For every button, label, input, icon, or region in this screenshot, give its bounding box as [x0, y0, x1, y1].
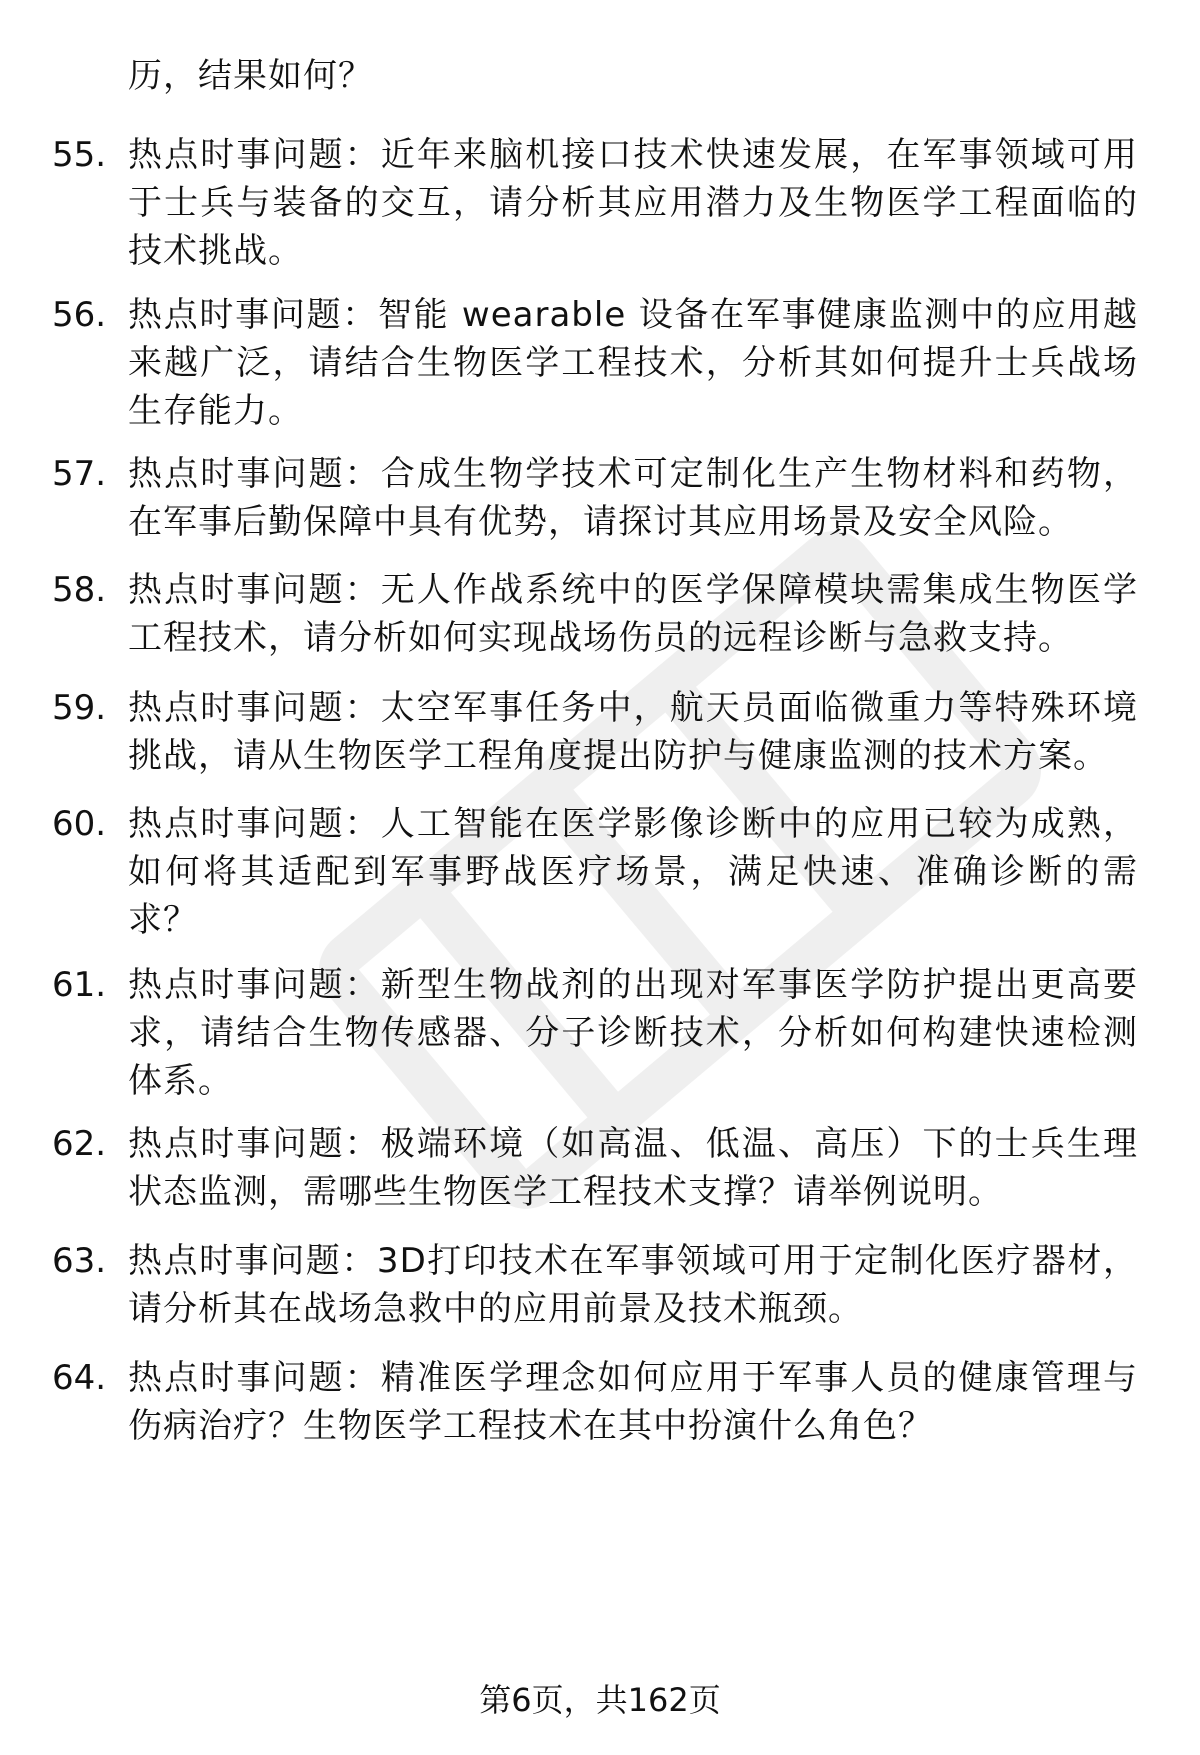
question-number: 55. [52, 135, 107, 175]
continuation-text: 历，结果如何？ [128, 56, 373, 96]
question-text: 热点时事问题：极端环境（如高温、低温、高压）下的士兵生理状态监测，需哪些生物医学工程技术支撑？请举例说明。 [128, 1124, 1138, 1212]
question-number: 59. [52, 688, 107, 728]
question-text: 热点时事问题：精准医学理念如何应用于军事人员的健康管理与伤病治疗？生物医学工程技术在其中扮演什么角色？ [128, 1358, 1138, 1446]
question-number: 58. [52, 570, 107, 610]
question-number: 64. [52, 1358, 107, 1398]
question-text: 热点时事问题：合成生物学技术可定制化生产生物材料和药物，在军事后勤保障中具有优势，请探讨其应用场景及安全风险。 [128, 454, 1138, 542]
question-number: 61. [52, 965, 107, 1005]
question-text: 热点时事问题：太空军事任务中，航天员面临微重力等特殊环境挑战，请从生物医学工程角度提出防护与健康监测的技术方案。 [128, 688, 1138, 776]
question-text: 热点时事问题：无人作战系统中的医学保障模块需集成生物医学工程技术，请分析如何实现战场伤员的远程诊断与急救支持。 [128, 570, 1138, 658]
question-text: 热点时事问题：新型生物战剂的出现对军事医学防护提出更高要求，请结合生物传感器、分子诊断技术，分析如何构建快速检测体系。 [128, 965, 1138, 1101]
question-number: 60. [52, 804, 107, 844]
question-text: 热点时事问题：3D打印技术在军事领域可用于定制化医疗器材，请分析其在战场急救中的应用前景及技术瓶颈。 [128, 1241, 1138, 1329]
page-footer: 第6页，共162页 [479, 1681, 721, 1719]
question-number: 57. [52, 454, 107, 494]
question-text: 热点时事问题：人工智能在医学影像诊断中的应用已较为成熟，如何将其适配到军事野战医疗场景，满足快速、准确诊断的需求？ [128, 804, 1138, 940]
question-number: 62. [52, 1124, 107, 1164]
question-text: 热点时事问题：近年来脑机接口技术快速发展，在军事领域可用于士兵与装备的交互，请分析其应用潜力及生物医学工程面临的技术挑战。 [128, 135, 1138, 271]
question-text: 热点时事问题：智能 wearable 设备在军事健康监测中的应用越来越广泛，请结合生物医学工程技术，分析其如何提升士兵战场生存能力。 [128, 295, 1138, 431]
question-number: 56. [52, 295, 107, 335]
question-number: 63. [52, 1241, 107, 1281]
